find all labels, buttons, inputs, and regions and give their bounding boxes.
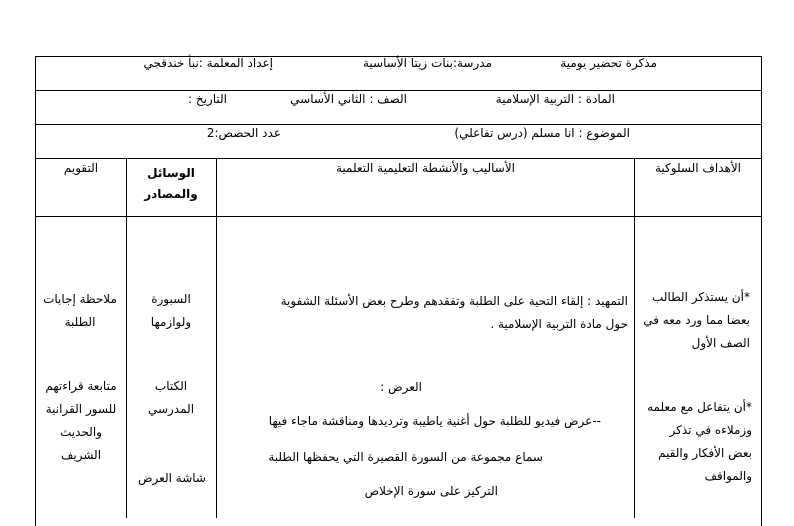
column-divider xyxy=(126,158,127,518)
resource-item: الكتاب المدرسي xyxy=(147,379,195,416)
row-divider xyxy=(35,124,762,125)
activity-presentation-title: العرض : xyxy=(380,380,422,394)
activity-intro: التمهيد : إلقاء التحية على الطلبة وتفقدهم وطرح بعض الأسئلة الشفوية حول مادة التربية الإسلامية . xyxy=(280,294,628,331)
column-divider xyxy=(634,158,635,518)
objective-item: *أن يستذكر الطالب بعضا مما ورد معه في الصف الأول xyxy=(643,290,750,350)
page-title: مذكرة تحضير يومية xyxy=(560,56,657,70)
activity-step: التركيز على سورة الإخلاص xyxy=(364,484,498,498)
resource-item: السبورة ولوازمها xyxy=(150,292,192,329)
col-header-activities: الأساليب والأنشطة التعليمية التعلمية xyxy=(335,161,516,175)
objective-item: *أن يتفاعل مع معلمه وزملاءه في تذكر بعض الأفكار والقيم والمواقف xyxy=(647,400,752,483)
resource-item: شاشة العرض xyxy=(138,471,206,485)
activity-step: --عرض فيديو للطلبة حول أغنية ياطيبة وترديدها ومناقشة ماجاء فيها xyxy=(268,414,601,428)
teacher-name: إعداد المعلمة :نبأ خندقجي xyxy=(143,56,273,70)
subject: المادة : التربية الإسلامية xyxy=(495,92,615,106)
date-label: التاريخ : xyxy=(187,92,227,106)
col-header-resources: الوسائل والمصادر xyxy=(144,166,198,201)
evaluation-item: ملاحظة إجابات الطلبة xyxy=(43,292,117,329)
row-divider xyxy=(35,90,762,91)
lesson-topic: الموضوع : انا مسلم (درس تفاعلي) xyxy=(454,126,630,140)
activity-step: سماع مجموعة من السورة القصيرة التي يحفظها الطلبة xyxy=(268,450,543,464)
session-count: عدد الحصص:2 xyxy=(206,126,281,140)
col-header-evaluation: التقويم xyxy=(63,161,99,175)
evaluation-item: متابعة قراءتهم للسور القرانية والحديث الشريف xyxy=(45,379,117,462)
grade: الصف : الثاني الأساسي xyxy=(290,92,407,106)
row-divider xyxy=(35,216,762,217)
col-header-objectives: الأهداف السلوكية xyxy=(654,161,742,175)
column-divider xyxy=(216,158,217,518)
school-name: مدرسة:بنات زيتا الأساسية xyxy=(362,56,492,70)
